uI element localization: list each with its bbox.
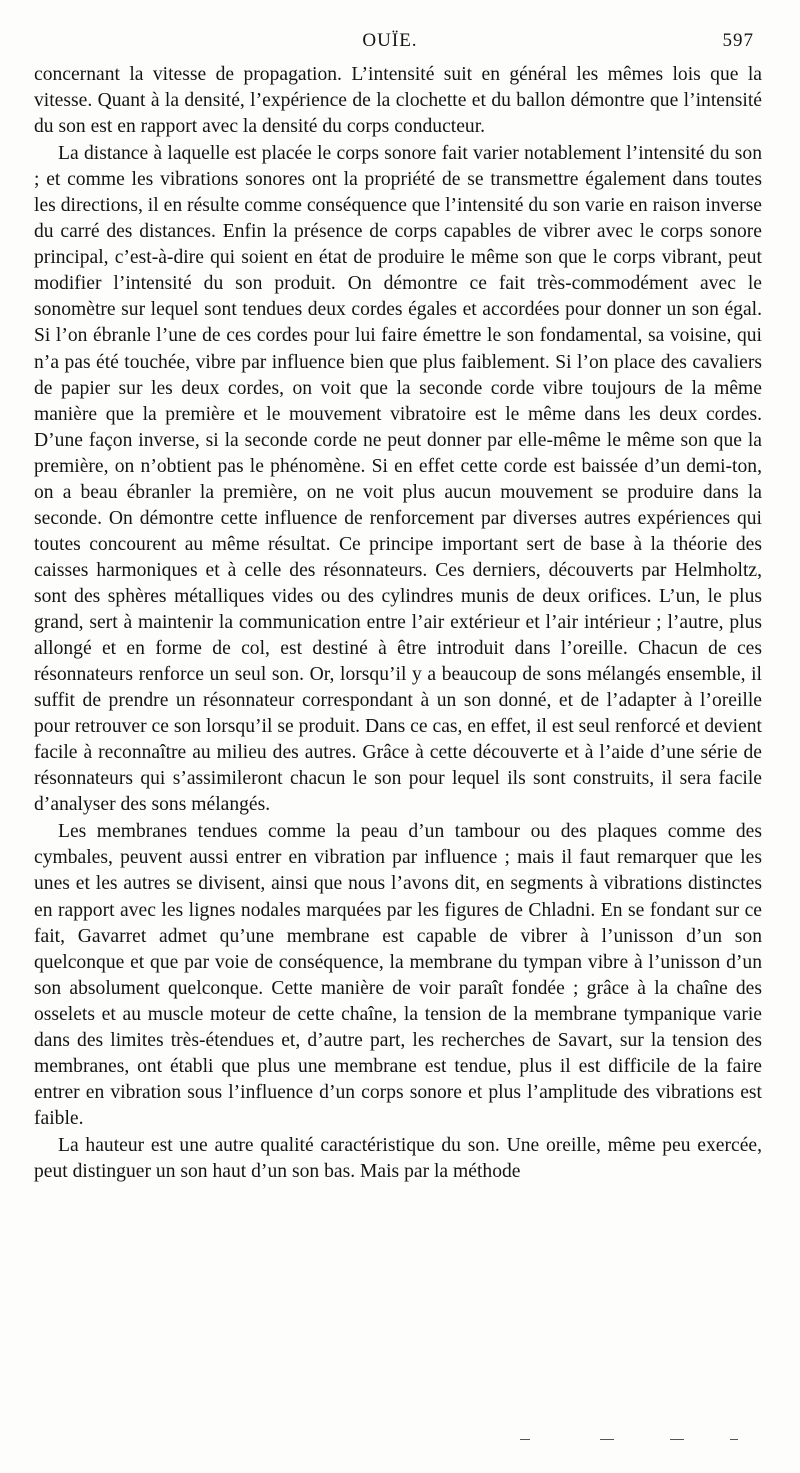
paragraph-hauteur: La hauteur est une autre qualité caractéristique du son. Une oreille, même peu exercée, peut distinguer un son haut d’un son bas. Mais par la méthode <box>34 1134 762 1182</box>
paragraph-continued: concernant la vitesse de propagation. L’intensité suit en général les mêmes lois que la vitesse. Quant à la densité, l’expérience de la clochette et du ballon démontre que l’intensité du son est en rapport avec la densité du corps conducteur. <box>34 64 762 138</box>
running-header <box>0 30 800 56</box>
paragraph-membranes: Les membranes tendues comme la peau d’un tambour ou des plaques comme des cymbales, peuvent aussi entrer en vibration par influence ; mais il faut remarquer que les unes et les autres se divisent, ainsi que nous l’avons dit, en segments à vibrations distinctes en rapport avec les lignes nodales marquées par les figures de Chladni. En se fondant sur ce fait, Gavarret admet qu’une membrane est capable de vibrer à l’unisson d’un son quelconque et que par voie de conséquence, la membrane du tympan vibre à l’unisson d’un son absolument quelconque. Cette manière de voir paraît fondée ; grâce à la chaîne des osselets et au muscle moteur de cette chaîne, la tension de la membrane tympanique varie dans des limites très-étendues et, d’autre part, les recherches de Savart, sur la tension des membranes, ont établi que plus une membrane est tendue, plus il est difficile de la faire entrer en vibration sous l’influence d’un corps sonore et plus l’amplitude des vibrations est faible. <box>34 821 762 1129</box>
running-title: OUÏE. <box>362 30 418 51</box>
scan-marks <box>520 1439 760 1447</box>
body-text <box>34 62 762 1185</box>
paragraph-distance-intensity: La distance à laquelle est placée le corps sonore fait varier notablement l’intensité du son ; et comme les vibrations sonores ont la propriété de se transmettre également dans toutes les directions, il en résulte comme conséquence que l’intensité du son varie en raison inverse du carré des distances. Enfin la présence de corps capables de vibrer avec le corps sonore principal, c’est-à-dire qui soient en état de produire le même son que le corps vibrant, peut modifier l’intensité du son produit. On démontre ce fait très-commodément avec le sonomètre sur lequel sont tendues deux cordes égales et accordées pour donner un son égal. Si l’on ébranle l’une de ces cordes pour lui faire émettre le son fondamental, sa voisine, qui n’a pas été touchée, vibre par influence bien que plus faiblement. Si l’on place des cavaliers de papier sur les deux cordes, on voit que la seconde corde vibre toujours de la même manière que la première et le mouvement vibratoire est le même dans les deux cordes. D’une façon inverse, si la seconde corde ne peut donner par elle-même le même son que la première, on n’obtient pas le phénomène. Si en effet cette corde est baissée d’un demi-ton, on a beau ébranler la première, on ne voit plus aucun mouvement se produire dans la seconde. On démontre cette influence de renforcement par diverses autres expériences qui toutes concourent au même résultat. Ce principe important sert de base à la théorie des caisses harmoniques et à celle des résonnateurs. Ces derniers, découverts par Helmholtz, sont des sphères métalliques vides ou des cylindres munis de deux orifices. L’un, le plus grand, sert à maintenir la communication entre l’air extérieur et l’air intérieur ; l’autre, plus allongé et en forme de col, est destiné à être introduit dans l’oreille. Chacun de ces résonnateurs renforce un seul son. Or, lorsqu’il y a beaucoup de sons mélangés ensemble, il suffit de prendre un résonnateur correspondant à un son donné, et de l’adapter à l’oreille pour retrouver ce son lorsqu’il se produit. Dans ce cas, en effet, il est seul renforcé et devient facile à reconnaître au milieu des autres. Grâce à cette découverte et à l’aide d’une série de résonnateurs qui s’assimileront chacun le son pour lequel ils sont construits, il sera facile d’analyser des sons mélangés. <box>34 143 762 816</box>
page-number: 597 <box>722 30 754 51</box>
